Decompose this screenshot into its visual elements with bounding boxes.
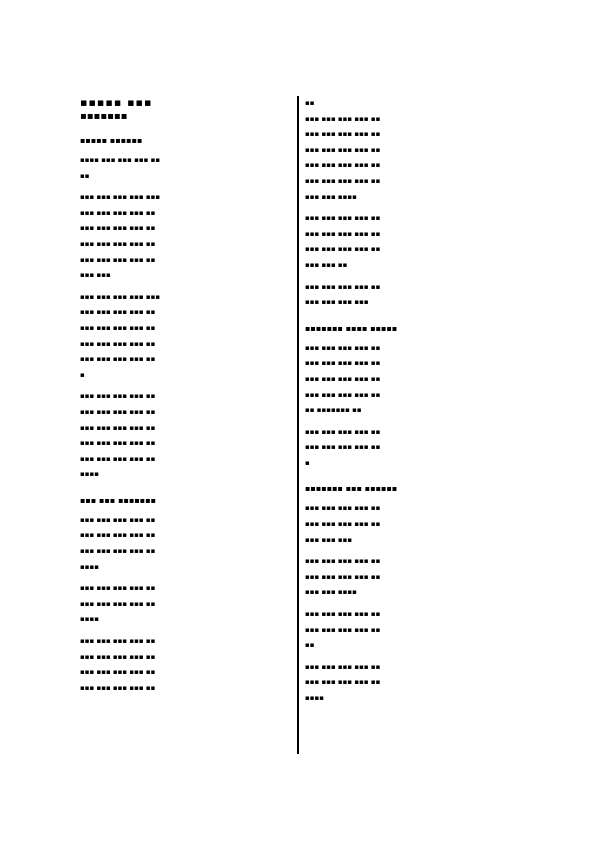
text-line: ▪▪▪ ▪▪▪ ▪▪▪ ▪▪▪ ▪▪ (305, 214, 381, 223)
text-line: ▪▪▪ ▪▪▪ ▪▪▪ ▪▪▪ ▪▪ (305, 343, 381, 352)
text-line: ▪▪ (305, 641, 315, 650)
text-line: ▪▪▪ ▪▪▪ ▪▪▪ ▪▪▪ ▪▪ (80, 683, 156, 692)
document-title: ▪▪▪▪▪ ▪▪▪ (80, 96, 153, 109)
text-line: ▪▪▪ ▪▪▪ ▪▪▪ ▪▪▪ ▪▪ (305, 176, 381, 185)
text-line: ▪▪▪ ▪▪▪ ▪▪▪ ▪▪▪ ▪▪ (305, 520, 381, 529)
text-line: ▪▪▪ ▪▪▪ ▪▪▪ ▪▪▪ ▪▪ (80, 208, 156, 217)
paragraph (305, 280, 515, 311)
paragraph (80, 290, 290, 384)
paragraph (305, 607, 515, 654)
text-line: ▪▪▪ ▪▪▪ ▪▪▪ ▪▪▪ ▪▪ (80, 547, 156, 556)
text-line: ▪▪▪▪ (305, 694, 324, 702)
text-line: ▪▪▪ ▪▪▪ ▪▪▪ ▪▪▪ ▪▪ (305, 678, 381, 687)
section (305, 323, 515, 472)
text-line: ▪▪▪▪ (80, 470, 99, 479)
text-line: ▪▪▪ ▪▪▪ ▪▪▪ ▪▪▪ ▪▪ (305, 374, 381, 383)
paragraph (305, 501, 515, 548)
text-line: ▪▪▪▪ (80, 615, 99, 624)
text-line: ▪▪▪ ▪▪▪ ▪▪▪ ▪▪▪ ▪▪ (80, 392, 156, 401)
text-line: ▪▪▪ ▪▪▪ ▪▪▪▪ (305, 192, 357, 201)
left-column (80, 96, 290, 702)
text-line: ▪▪▪ ▪▪▪ ▪▪▪ ▪▪▪ ▪▪ (305, 282, 381, 291)
section (305, 96, 515, 311)
section (80, 135, 290, 483)
section (80, 495, 290, 697)
text-line: ▪▪▪ ▪▪▪ ▪▪▪ ▪▪▪ ▪▪ (305, 625, 381, 634)
text-line: ▪▪▪ ▪▪▪ ▪▪▪ ▪▪▪ ▪▪ (80, 584, 156, 593)
text-line: ▪▪▪ ▪▪▪ ▪▪▪ ▪▪▪ ▪▪▪ (80, 292, 161, 301)
text-line: ▪▪ (80, 171, 90, 180)
text-line: ▪▪▪ ▪▪▪ ▪▪▪ ▪▪▪ (305, 298, 369, 307)
column-divider (297, 96, 299, 754)
text-line: ▪▪▪ ▪▪▪ ▪▪▪ ▪▪▪ ▪▪ (80, 355, 156, 364)
text-line: ▪▪▪ ▪▪▪ ▪▪▪ ▪▪▪ ▪▪ (305, 557, 381, 566)
text-line: ▪▪▪ ▪▪▪ ▪▪▪ (305, 535, 353, 544)
text-line: ▪▪▪ ▪▪▪ ▪▪▪ ▪▪▪ ▪▪ (80, 439, 156, 448)
section-heading: ▪▪▪ ▪▪▪ ▪▪▪▪▪▪▪ (80, 495, 157, 505)
text-line: ▪ (80, 370, 85, 379)
text-line: ▪▪▪ ▪▪▪ (80, 271, 111, 280)
text-line: ▪▪▪▪ ▪▪▪ ▪▪▪ ▪▪▪ ▪▪ (80, 156, 161, 164)
paragraph (80, 634, 290, 696)
text-line: ▪▪▪ ▪▪▪ ▪▪▪ ▪▪▪ ▪▪ (305, 130, 381, 139)
paragraph (80, 190, 290, 284)
text-line: ▪▪▪ ▪▪▪ ▪▪▪ ▪▪▪ ▪▪ (80, 668, 156, 677)
text-line: ▪▪▪ ▪▪▪ ▪▪▪ ▪▪▪ ▪▪ (305, 572, 381, 581)
text-line: ▪▪▪ ▪▪▪ ▪▪▪ ▪▪▪ ▪▪ (305, 427, 381, 436)
text-line: ▪▪▪ ▪▪▪ ▪▪▪ ▪▪▪ ▪▪ (305, 504, 381, 513)
section (305, 483, 515, 706)
text-line: ▪▪▪ ▪▪▪ ▪▪▪ ▪▪▪ ▪▪ (80, 255, 156, 264)
text-line: ▪▪▪ ▪▪▪ ▪▪▪ ▪▪▪ ▪▪ (80, 515, 156, 524)
text-line: ▪▪▪ ▪▪▪ ▪▪▪ ▪▪▪ ▪▪ (80, 323, 156, 332)
paragraph (305, 96, 515, 205)
text-line: ▪▪▪ ▪▪▪ ▪▪▪ ▪▪▪ ▪▪ (80, 239, 156, 248)
paragraph (80, 513, 290, 575)
text-line: ▪ (305, 458, 310, 467)
text-line: ▪▪▪ ▪▪▪ ▪▪ (305, 260, 348, 269)
section-heading: ▪▪▪▪▪ ▪▪▪▪▪▪ (80, 136, 143, 145)
section-heading: ▪▪▪▪▪▪▪ ▪▪▪ ▪▪▪▪▪▪ (305, 484, 398, 494)
text-line: ▪▪▪ ▪▪▪ ▪▪▪ ▪▪▪ ▪▪ (305, 229, 381, 238)
paragraph (305, 425, 515, 472)
text-line: ▪▪▪▪ (80, 562, 99, 571)
text-line: ▪▪ (305, 99, 315, 107)
section-heading: ▪▪▪▪▪▪▪ ▪▪▪▪ ▪▪▪▪▪ (305, 323, 398, 333)
paragraph (80, 153, 290, 184)
text-line: ▪▪▪ ▪▪▪ ▪▪▪ ▪▪▪ ▪▪▪ (80, 193, 161, 202)
right-sections (305, 96, 515, 707)
left-sections (80, 135, 290, 696)
document-subtitle: ▪▪▪▪▪▪▪ (80, 111, 128, 122)
paragraph (80, 581, 290, 628)
text-line: ▪▪▪ ▪▪▪ ▪▪▪ ▪▪▪ ▪▪ (80, 423, 156, 432)
text-line: ▪▪▪ ▪▪▪ ▪▪▪ ▪▪▪ ▪▪ (80, 308, 156, 317)
right-column (305, 96, 515, 713)
text-line: ▪▪ ▪▪▪▪▪▪▪ ▪▪ (305, 406, 362, 415)
paragraph (305, 554, 515, 601)
text-line: ▪▪▪ ▪▪▪ ▪▪▪ ▪▪▪ ▪▪ (80, 407, 156, 416)
paragraph (80, 389, 290, 483)
text-line: ▪▪▪ ▪▪▪ ▪▪▪ ▪▪▪ ▪▪ (80, 599, 156, 608)
paragraph (305, 341, 515, 419)
text-line: ▪▪▪ ▪▪▪ ▪▪▪ ▪▪▪ ▪▪ (305, 443, 381, 452)
text-line: ▪▪▪ ▪▪▪ ▪▪▪ ▪▪▪ ▪▪ (80, 454, 156, 463)
text-line: ▪▪▪ ▪▪▪ ▪▪▪ ▪▪▪ ▪▪ (305, 662, 381, 671)
text-line: ▪▪▪ ▪▪▪ ▪▪▪ ▪▪▪ ▪▪ (80, 531, 156, 540)
text-line: ▪▪▪ ▪▪▪ ▪▪▪ ▪▪▪ ▪▪ (80, 652, 156, 661)
text-line: ▪▪▪ ▪▪▪ ▪▪▪ ▪▪▪ ▪▪ (305, 145, 381, 154)
text-line: ▪▪▪ ▪▪▪ ▪▪▪ ▪▪▪ ▪▪ (305, 610, 381, 619)
text-line: ▪▪▪ ▪▪▪ ▪▪▪ ▪▪▪ ▪▪ (80, 339, 156, 348)
text-line: ▪▪▪ ▪▪▪ ▪▪▪ ▪▪▪ ▪▪ (305, 390, 381, 399)
text-line: ▪▪▪ ▪▪▪ ▪▪▪ ▪▪▪ ▪▪ (305, 114, 381, 123)
text-line: ▪▪▪ ▪▪▪ ▪▪▪ ▪▪▪ ▪▪ (305, 359, 381, 368)
paragraph (305, 211, 515, 273)
text-line: ▪▪▪ ▪▪▪ ▪▪▪▪ (305, 588, 357, 597)
text-line: ▪▪▪ ▪▪▪ ▪▪▪ ▪▪▪ ▪▪ (80, 224, 156, 233)
paragraph (305, 660, 515, 707)
text-line: ▪▪▪ ▪▪▪ ▪▪▪ ▪▪▪ ▪▪ (305, 245, 381, 254)
text-line: ▪▪▪ ▪▪▪ ▪▪▪ ▪▪▪ ▪▪ (305, 161, 381, 170)
text-line: ▪▪▪ ▪▪▪ ▪▪▪ ▪▪▪ ▪▪ (80, 637, 156, 646)
